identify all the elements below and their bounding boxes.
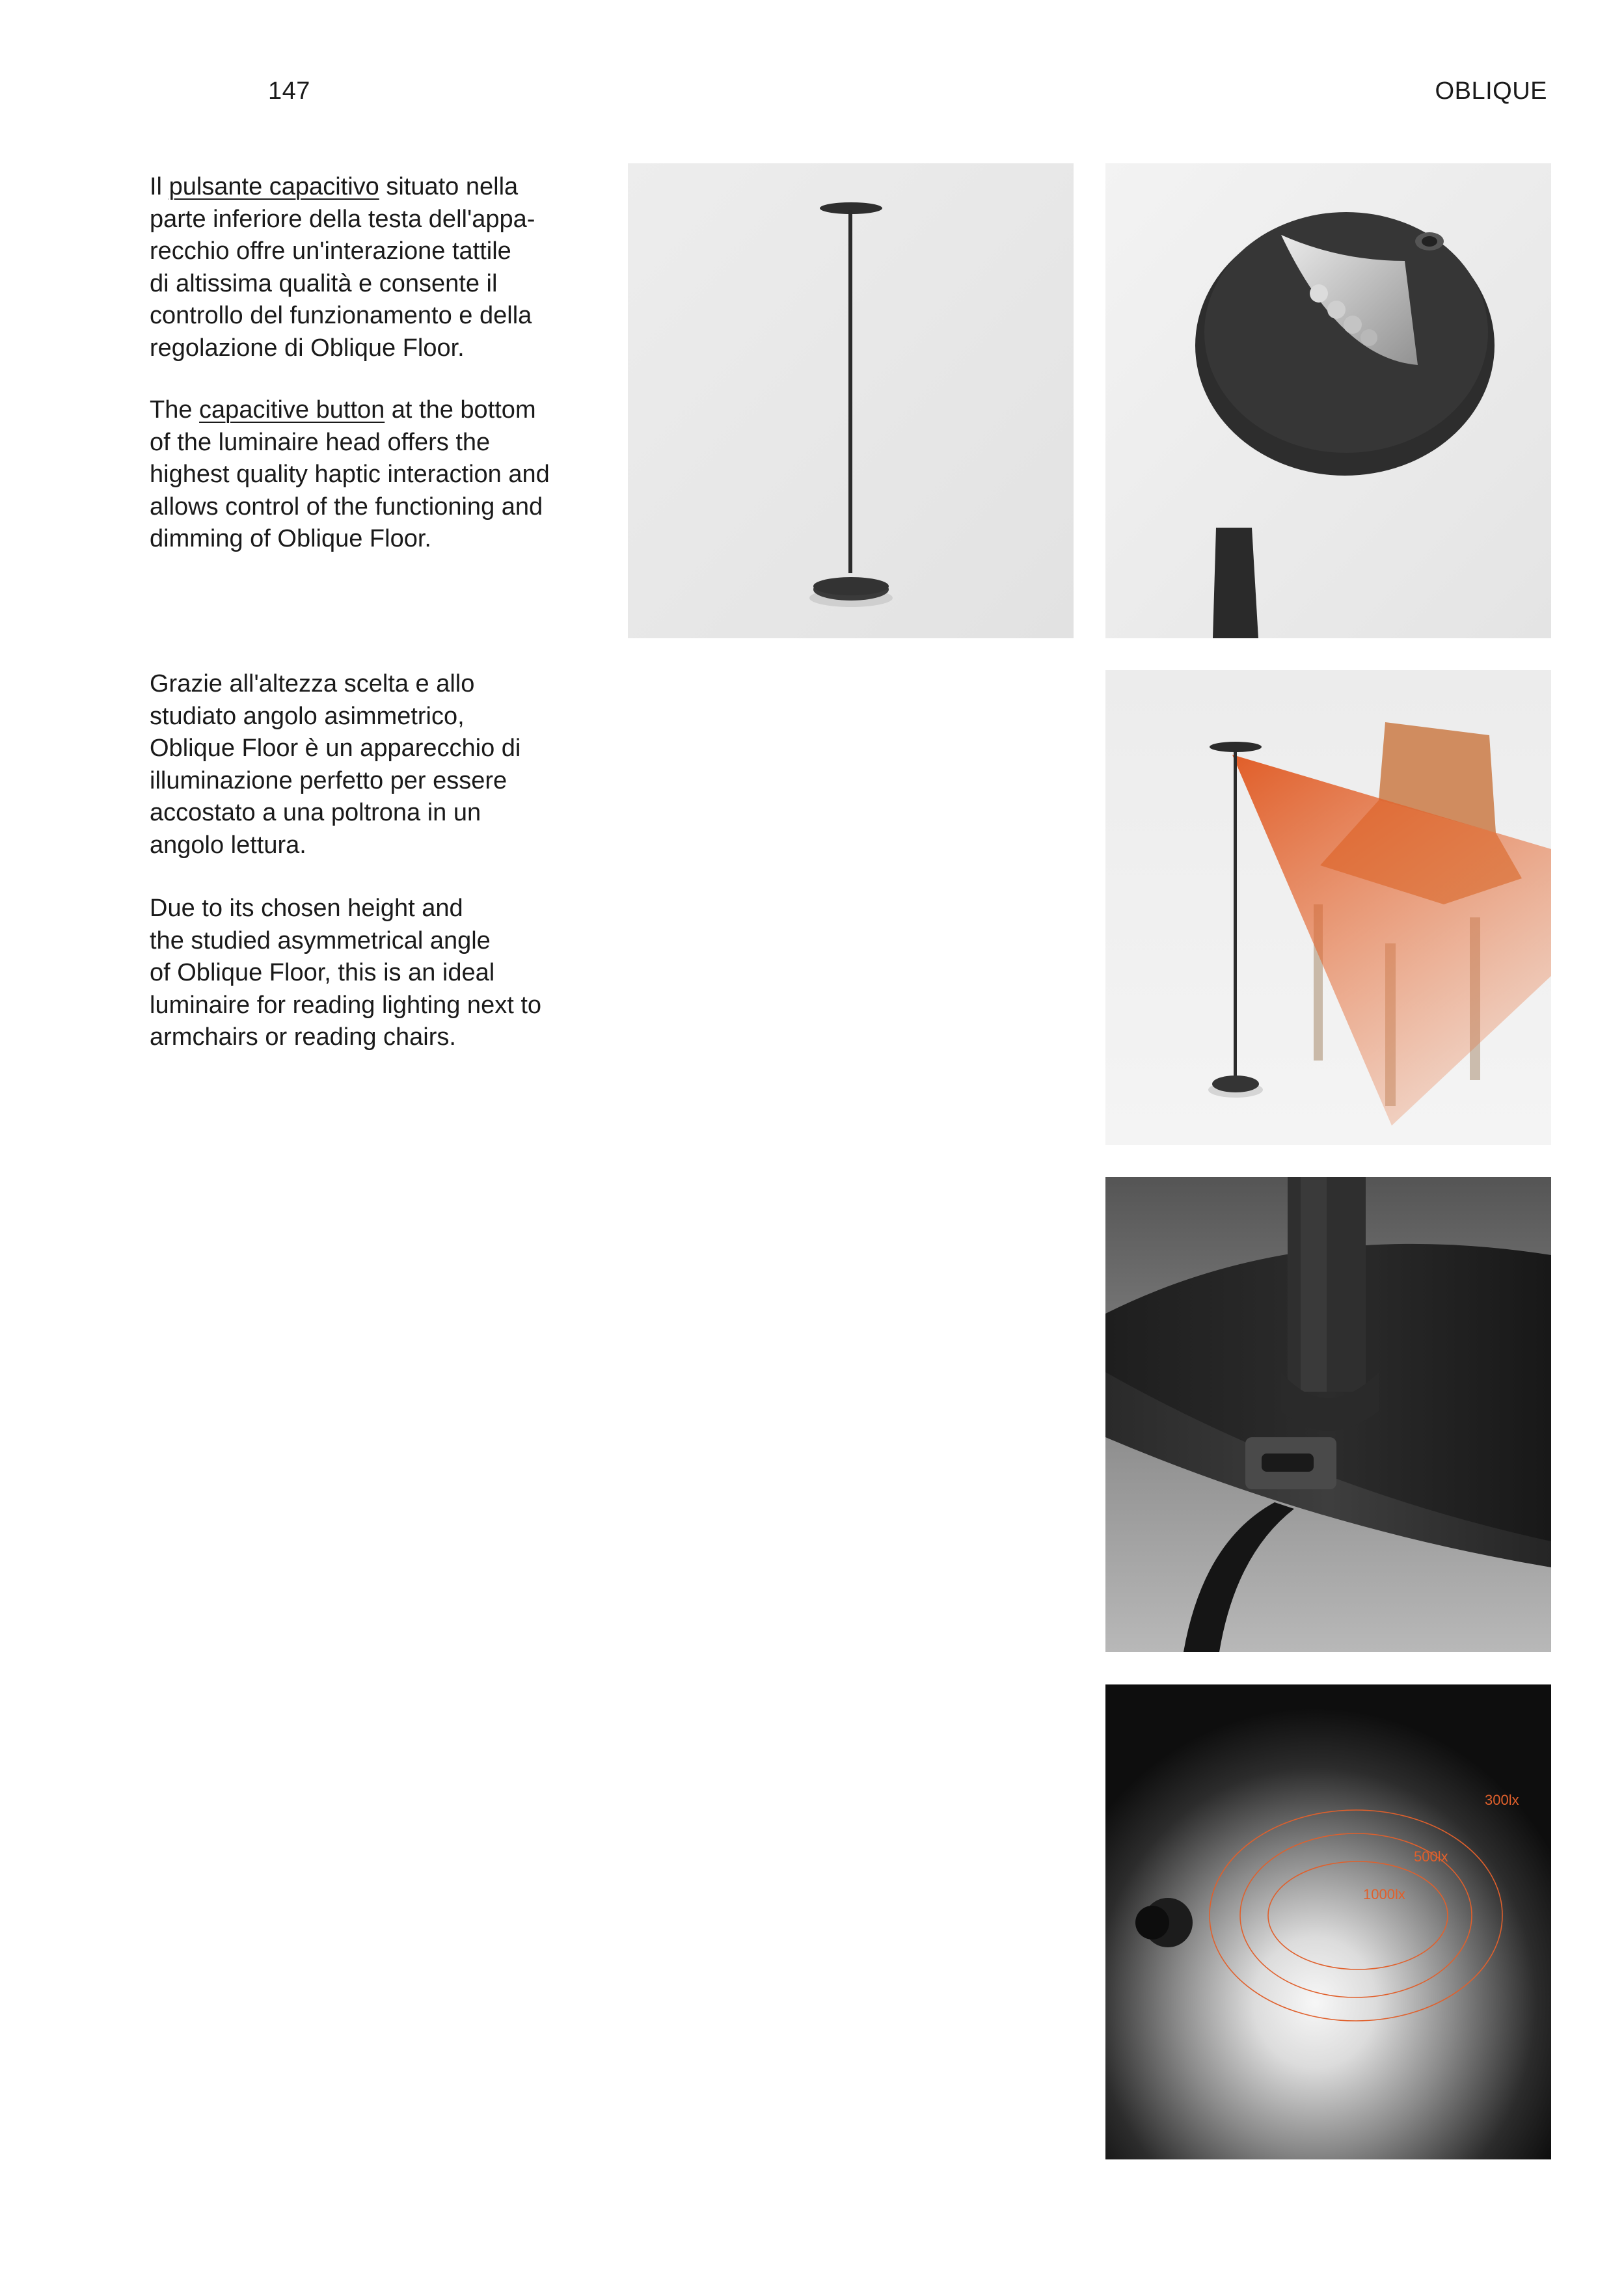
photo-lamp-head bbox=[1105, 163, 1551, 638]
text-en-pre: The bbox=[150, 396, 200, 424]
photo-lamp-full bbox=[628, 163, 1074, 638]
underlined-term-en: capacitive button bbox=[199, 396, 385, 424]
text-block-reading-it: Grazie all'altezza scelta e allo studiato angolo asimmetrico, Oblique Floor è un apparecchio di illuminazione perfetto per essere accostato a una poltrona in un angolo lettura. bbox=[150, 670, 521, 859]
underlined-term-it: pulsante capacitivo bbox=[169, 173, 379, 200]
photo-lamp-armchair bbox=[1105, 670, 1551, 1145]
text-en-post: at the bottom of the luminaire head offers the highest quality haptic interaction and allows control of the functioning and dimming of Oblique Floor. bbox=[150, 396, 550, 552]
lux-label-500: 500lx bbox=[1414, 1848, 1448, 1865]
text-block-reading-en: Due to its chosen height and the studied asymmetrical angle of Oblique Floor, this is an ideal luminaire for reading lighting next to armchairs or reading chairs. bbox=[150, 895, 542, 1051]
lamp-shadow-topview bbox=[1135, 1906, 1169, 1940]
lux-distribution-diagram bbox=[1105, 1684, 1551, 2159]
section-title: OBLIQUE bbox=[1435, 77, 1547, 105]
photo-lamp-base-port bbox=[1105, 1177, 1551, 1652]
text-block-capacitive-en bbox=[150, 394, 605, 556]
text-it-post: situato nella parte inferiore della testa dell'appa- recchio offre un'interazione tattile di altissima qualità e consente il controllo del funzionamento e della regolazione di Oblique Floor. bbox=[150, 173, 535, 362]
lux-label-300: 300lx bbox=[1485, 1792, 1519, 1808]
lux-label-1000: 1000lx bbox=[1363, 1886, 1405, 1902]
text-it-pre: Il bbox=[150, 173, 169, 200]
page-number: 147 bbox=[268, 77, 310, 105]
text-block-capacitive-it bbox=[150, 171, 605, 364]
